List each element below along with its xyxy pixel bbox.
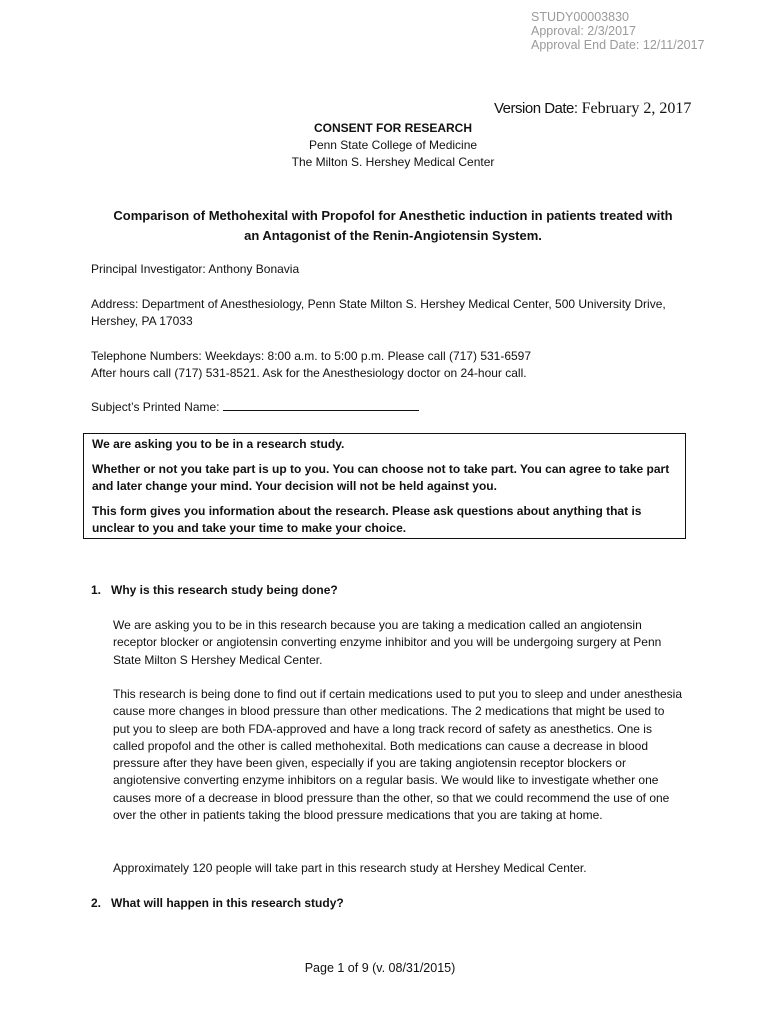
notice-paragraph-1: We are asking you to be in a research study. (92, 437, 345, 451)
document-header (0, 120, 770, 171)
telephone-numbers (91, 348, 703, 382)
college-name: Penn State College of Medicine (308, 138, 478, 152)
section-1-title: Why is this research study being done? (111, 583, 338, 597)
consent-title: CONSENT FOR RESEARCH (313, 121, 472, 135)
page-footer: Page 1 of 9 (v. 08/31/2015) (304, 961, 456, 975)
address-line1: Address: Department of Anesthesiology, Penn State Milton S. Hershey Medical Center, 500 University Drive, (91, 297, 666, 311)
version-date-value: February 2, 2017 (581, 100, 692, 117)
section-2-heading (91, 895, 344, 912)
subject-name-blank[interactable] (223, 399, 419, 411)
study-number: STUDY00003830 (531, 10, 629, 24)
section-2-title: What will happen in this research study? (111, 896, 344, 910)
approval-date: Approval: 2/3/2017 (531, 24, 636, 38)
approval-stamp (531, 10, 705, 52)
telephone-line1: Telephone Numbers: Weekdays: 8:00 a.m. to 5:00 p.m. Please call (717) 531-6597 (91, 349, 532, 363)
section-1-number: 1. (91, 583, 102, 597)
subject-name-label: Subject’s Printed Name: (91, 400, 220, 414)
study-title (80, 206, 706, 246)
study-title-line1: Comparison of Methohexital with Propofol for Anesthetic induction in patients treated with (113, 208, 673, 223)
section-1-paragraph-3: Approximately 120 people will take part in this research study at Hershey Medical Center. (113, 861, 587, 875)
version-date-label: Version Date: (494, 100, 578, 117)
section-1-paragraph-2: This research is being done to find out if certain medications used to put you to sleep and under anesthesia cause more changes in blood pressure than other medications. The 2 medications that might be used to put you to sleep are both FDA-approved and have a long track record of safety as anesthetics. One is called propofol and the other is called methohexital. Both medications can cause a decrease in blood pressure after they have been given, especially if you are taking angiotensin receptor blockers or angiotensive converting enzyme inhibitors on a regular basis. We would like to investigate whether one causes more of a decrease in blood pressure than the other, so that we could recommend the use of one over the other in patients taking the blood pressure medications that you are taking at home. (113, 687, 683, 823)
study-title-line2: an Antagonist of the Renin-Angiotensin System. (244, 228, 542, 243)
notice-paragraph-3: This form gives you information about the research. Please ask questions about anything that is unclear to you and take your time to make your choice. (92, 503, 642, 535)
subject-name-field (91, 399, 703, 416)
section-1-heading (91, 582, 338, 599)
notice-box (83, 433, 686, 539)
address (91, 296, 703, 330)
approval-end-date: Approval End Date: 12/11/2017 (531, 38, 705, 52)
version-date (494, 100, 691, 118)
address-line2: Hershey, PA 17033 (91, 314, 193, 328)
medical-center-name: The Milton S. Hershey Medical Center (291, 155, 495, 169)
section-2-number: 2. (91, 896, 102, 910)
principal-investigator: Principal Investigator: Anthony Bonavia (91, 262, 300, 276)
telephone-line2: After hours call (717) 531-8521. Ask for the Anesthesiology doctor on 24-hour call. (91, 366, 527, 380)
section-1-paragraph-1: We are asking you to be in this research because you are taking a medication called an angiotensin receptor blocker or angiotensin converting enzyme inhibitor and you will be undergoing surgery at Penn State Milton S Hershey Medical Center. (113, 618, 662, 667)
notice-paragraph-2: Whether or not you take part is up to you. You can choose not to take part. You can agree to take part and later change your mind. Your decision will not be held against you. (92, 461, 670, 493)
